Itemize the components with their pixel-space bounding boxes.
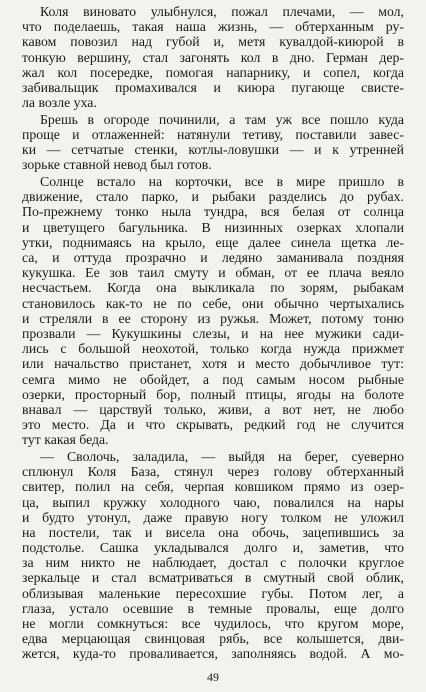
text-line: утки, поднимаясь на крыло, еще далее синела щетка ле- <box>22 234 404 250</box>
text-line: едва мерцающая свинцовая рябь, все колышется, дви- <box>22 631 404 647</box>
text-line: это место. Да и что скрывать, редкий год не случится <box>22 417 404 433</box>
text-line: ки — сетчатые стенки, котлы-ловушки — и к утренней <box>22 142 404 158</box>
text-line: зеркальце и стал всматриваться в смутный свой облик, <box>22 570 404 586</box>
text-line: жется, куда-то проваливается, заполняясь водой. А мо- <box>22 646 404 662</box>
text-line: озерки, просторный бор, полный птицы, ягоды на болоте <box>22 386 404 402</box>
text-line: сплюнул Коля База, стянул через голову обтерханный <box>22 464 404 480</box>
text-line: и цветущего багульника. В низинных озерках хлопали <box>22 219 404 235</box>
text-line: не могли сомкнуться: все чудилось, что кругом море, <box>22 616 404 631</box>
text-line: кукушка. Ее зов таил смуту и обман, от ее плача веяло <box>22 265 404 281</box>
text-line: тут какая беда. <box>22 432 109 448</box>
text-line: лись с большой неохотой, только когда нужда прижмет <box>22 341 404 357</box>
text-line: подстолье. Сашка укладывался долго и, заметив, что <box>22 540 404 556</box>
text-line: жал кол посередке, помогая напарнику, и сопел, когда <box>22 64 404 80</box>
text-line: свитер, полил на себя, черпая ковшиком прямо из озер- <box>22 479 404 495</box>
text-line: несчастьем. Когда она выкликала по зорям, рыбакам <box>22 280 404 296</box>
paragraph <box>22 4 404 110</box>
text-line: зорьке ставной невод был готов. <box>22 157 212 173</box>
text-line: — Сволочь, заладила, — выйдя на берег, суеверно <box>40 448 404 464</box>
text-line: Коля виновато улыбнулся, пожал плечами, — мол, <box>40 4 404 19</box>
text-line: за ним никто не наблюдает, достал с полочки круглое <box>22 555 404 571</box>
paragraph <box>22 449 404 662</box>
paragraph <box>22 174 404 447</box>
text-line: внавал — царствуй только, живи, а вот нет, не любо <box>22 401 404 417</box>
text-line: ла возле уха. <box>22 95 97 111</box>
text-line: семга мимо не обойдет, а под самым носом рыбные <box>22 371 404 387</box>
text-line: и будто утонул, даже правую ногу толком не уложил <box>22 509 404 525</box>
text-line: ца, выпил кружку холодного чаю, повалился на нары <box>22 494 404 510</box>
paragraph <box>22 112 404 173</box>
text-line: тонкую вершину, стал загонять кол в дно. Герман дер- <box>22 49 404 65</box>
text-line: кавом повозил над губой и, метя кувалдой-киюрой в <box>22 34 404 50</box>
text-line: проще и отлаженней: натянули тетиву, поставили завес- <box>22 127 404 142</box>
text-line: глаза, устало осевшие в темные провалы, еще долго <box>22 600 404 616</box>
text-line: или начальство пристанет, хотя и место добычливое тут: <box>22 356 404 372</box>
text-line: са, и оттуда прозрачно и ледяно заманивала поздняя <box>22 250 404 265</box>
text-line: Брешь в огороде починили, а там уж все пошло куда <box>40 111 404 127</box>
text-line: Солнце встало на корточки, все в мире пришло в <box>40 174 404 190</box>
text-line: и стреляли в ее сторону из ружья. Может, потому тоню <box>22 310 404 326</box>
text-line: движение, стало парко, и рыбаки разделись до рубах. <box>22 189 404 205</box>
text-line: забивальщик промахивался и киюра пугающе свисте- <box>22 79 404 95</box>
text-line: что поделаешь, такая наша жизнь, — обтерханным ру- <box>22 19 404 35</box>
text-line: облизывая маленькие пересохшие губы. Потом лег, а <box>22 585 404 601</box>
text-line: на постели, так и висела она обочь, зацепившись за <box>22 524 404 540</box>
text-line: По-прежнему тонко ныла тундра, вся белая от солнца <box>22 204 404 220</box>
page-number: 49 <box>207 670 219 684</box>
body-text <box>22 4 404 662</box>
text-line: становилось как-то не по себе, они обычно чертыхались <box>22 295 404 311</box>
text-line: прозвали — Кукушкины слезы, и на нее мужики сади- <box>22 325 404 341</box>
